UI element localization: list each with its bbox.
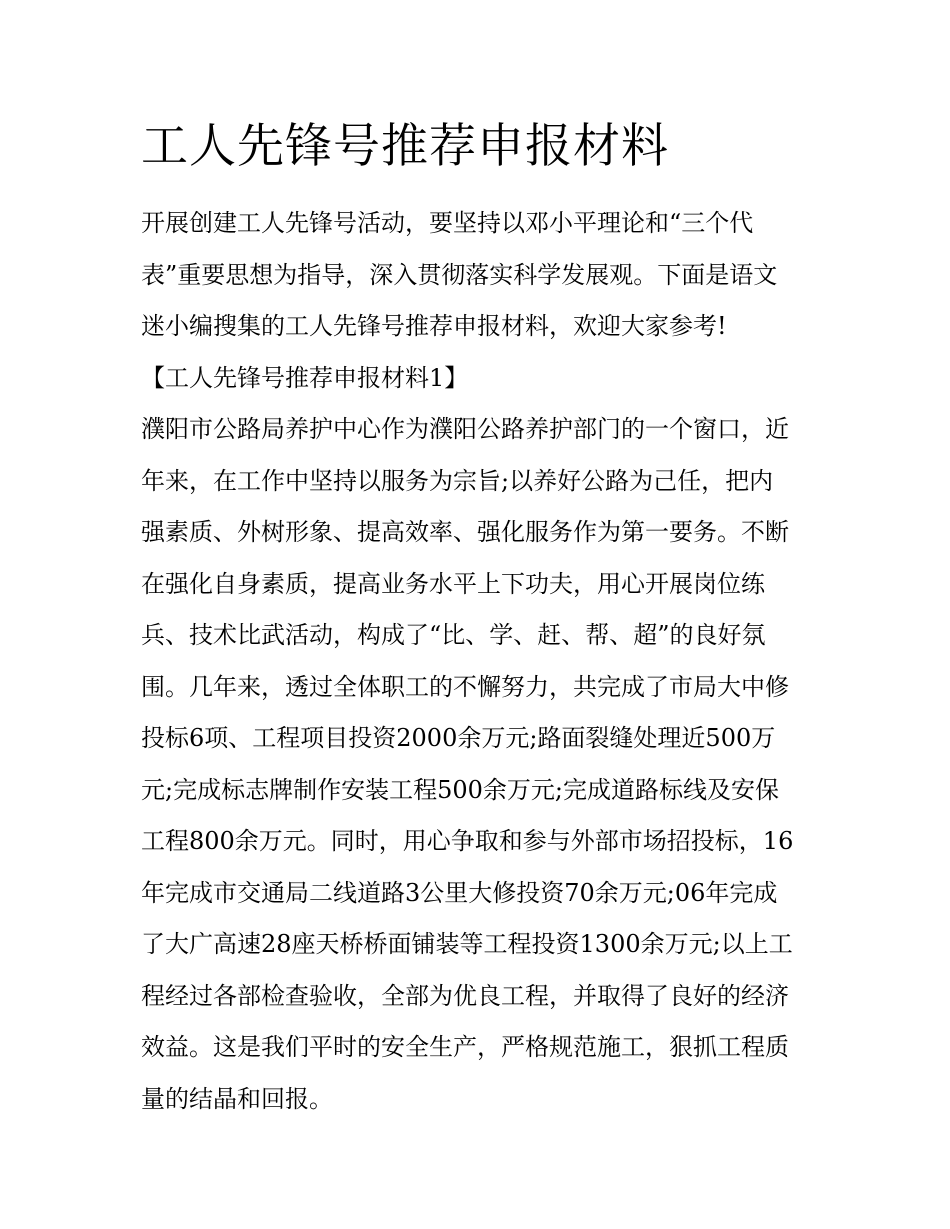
body-line: 强素质、外树形象、提高效率、强化服务作为第一要务。不断: [141, 518, 789, 546]
body-line: 年来，在工作中坚持以服务为宗旨;以养好公路为己任，把内: [141, 466, 774, 495]
document-title: 工人先锋号推荐申报材料: [141, 119, 669, 174]
intro-line: 迷小编搜集的工人先锋号推荐申报材料，欢迎大家参考!: [141, 312, 727, 340]
body-line: 围。几年来，透过全体职工的不懈努力，共完成了市局大中修: [141, 672, 789, 701]
body-line: 效益。这是我们平时的安全生产，严格规范施工，狠抓工程质: [141, 1033, 789, 1061]
body-line: 工程800余万元。同时，用心争取和参与外部市场招投标，16: [141, 827, 794, 855]
body-line: 量的结晶和回报。: [141, 1084, 333, 1113]
body-line: 元;完成标志牌制作安装工程500余万元;完成道路标线及安保: [141, 775, 779, 804]
section-heading: 【工人先锋号推荐申报材料1】: [141, 363, 469, 392]
body-line: 年完成市交通局二线道路3公里大修投资70余万元;06年完成: [141, 878, 778, 907]
body-line: 程经过各部检查验收，全部为优良工程，并取得了良好的经济: [141, 981, 789, 1010]
body-line: 了大广高速28座天桥桥面铺装等工程投资1300余万元;以上工: [141, 930, 793, 958]
intro-line: 开展创建工人先锋号活动，要坚持以邓小平理论和“三个代: [141, 209, 754, 237]
intro-line: 表”重要思想为指导，深入贯彻落实科学发展观。下面是语文: [141, 260, 778, 289]
body-line: 在强化自身素质，提高业务水平上下功夫，用心开展岗位练: [141, 569, 765, 598]
body-line: 投标6项、工程项目投资2000余万元;路面裂缝处理近500万: [141, 724, 776, 752]
document-body: [141, 198, 841, 1125]
body-line: 濮阳市公路局养护中心作为濮阳公路养护部门的一个窗口，近: [141, 415, 789, 443]
body-line: 兵、技术比武活动，构成了“比、学、赶、帮、超”的良好氛: [141, 621, 766, 649]
